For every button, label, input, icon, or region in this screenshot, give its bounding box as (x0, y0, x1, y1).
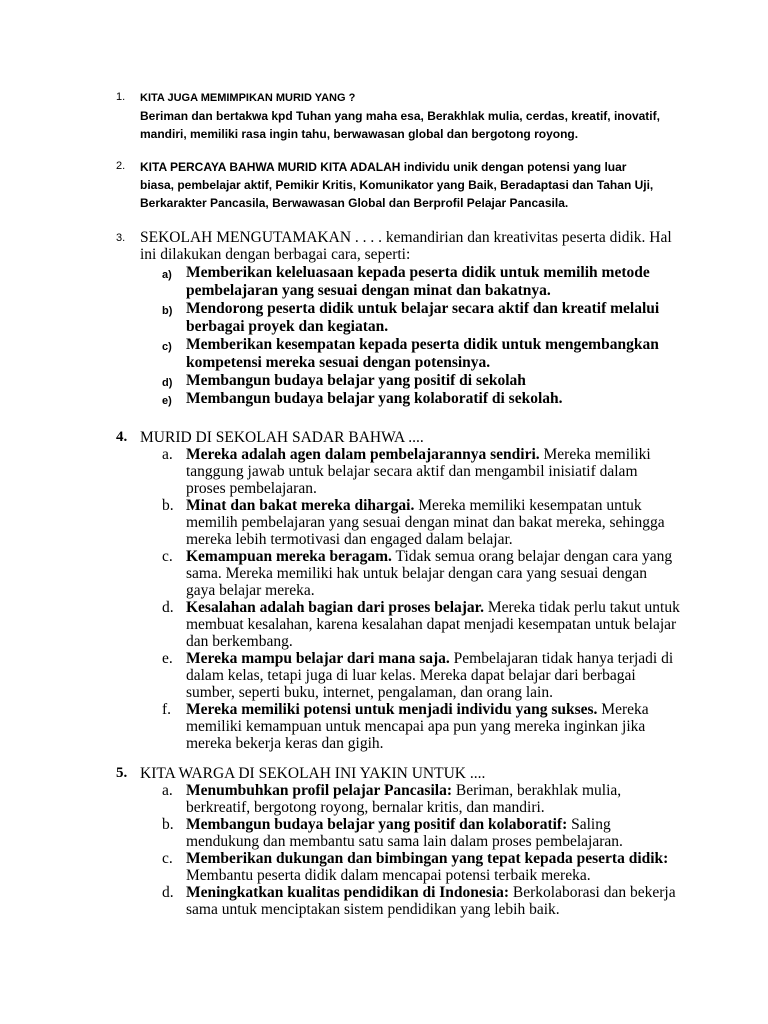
list-marker: b. (162, 816, 174, 833)
list-item-text: Membantu peserta didik dalam mencapai potensi terbaik mereka. (186, 867, 591, 884)
section-1-heading: KITA JUGA MEMIMPIKAN MURID YANG ? (140, 92, 356, 104)
list-item (140, 884, 680, 918)
section-5-heading: KITA WARGA DI SEKOLAH INI YAKIN UNTUK .... (140, 765, 486, 782)
section-5-list (140, 782, 680, 918)
list-item-text: Mendorong peserta didik untuk belajar secara aktif dan kreatif melalui berbagai proyek dan kegiatan. (186, 300, 660, 335)
list-item-lead: Memberikan dukungan dan bimbingan yang tepat kepada peserta didik: (186, 850, 669, 867)
list-item-text: Membangun budaya belajar yang positif di sekolah (186, 372, 526, 389)
list-item (140, 372, 680, 390)
list-item (140, 782, 680, 816)
list-marker: a. (162, 782, 173, 799)
list-item (140, 599, 680, 650)
list-item (140, 264, 680, 300)
list-item (140, 497, 680, 548)
list-item-text: Tidak semua orang belajar dengan cara yang sama. Mereka memiliki hak untuk belajar dengan cara yang sesuai dengan gaya belajar mereka. (186, 548, 673, 599)
list-marker: b) (162, 305, 173, 317)
list-marker: a. (162, 446, 173, 463)
section-3-number: 3. (116, 232, 126, 244)
list-item-lead: Menumbuhkan profil pelajar Pancasila: (186, 782, 452, 799)
list-item (140, 548, 680, 599)
list-marker: c. (162, 548, 173, 565)
list-item-text: Mereka memiliki kemampuan untuk mencapai apa pun yang mereka inginkan jika mereka bekerja keras dan gigih. (186, 701, 649, 752)
list-item-text: Berkolaborasi dan bekerja sama untuk menciptakan sistem pendidikan yang lebih baik. (186, 884, 676, 918)
section-1-number: 1. (116, 91, 126, 103)
list-item-lead: Mereka memiliki potensi untuk menjadi individu yang sukses. (186, 701, 598, 718)
section-4-number: 4. (116, 429, 128, 445)
section-3-heading: SEKOLAH MENGUTAMAKAN . . . . (140, 229, 383, 246)
list-item-lead: Kemampuan mereka beragam. (186, 548, 392, 565)
list-item-text: Mereka tidak perlu takut untuk membuat kesalahan, karena kesalahan dapat menjadi kesempatan untuk belajar dan berkembang. (186, 599, 680, 650)
section-3-list (140, 264, 680, 408)
list-marker: c) (162, 341, 172, 353)
list-item-lead: Mereka adalah agen dalam pembelajarannya sendiri. (186, 446, 540, 463)
section-2-body: KITA PERCAYA BAHWA MURID KITA ADALAH individu unik dengan potensi yang luar biasa, pembelajar aktif, Pemikir Kritis, Komunikator yang Baik, Beradaptasi dan Tahan Uji, Berkarakter Pancasila, Berwawasan Global dan Berprofil Pelajar Pancasila. (140, 160, 654, 210)
list-item (140, 701, 680, 752)
section-1-body: Beriman dan bertakwa kpd Tuhan yang maha esa, Berakhlak mulia, cerdas, kreatif, inovatif, mandiri, memiliki rasa ingin tahu, berwawasan global dan bergotong royong. (140, 109, 660, 141)
list-item-text: Membangun budaya belajar yang kolaboratif di sekolah. (186, 390, 563, 407)
list-marker: a) (162, 269, 172, 281)
section-2-number: 2. (116, 160, 126, 172)
list-marker: e) (162, 395, 172, 407)
list-item (140, 850, 680, 884)
section-3-intro: kemandirian dan kreativitas peserta didik. Hal ini dilakukan dengan berbagai cara, seperti: (140, 229, 672, 263)
list-item-text: Memberikan keleluasaan kepada peserta didik untuk memilih metode pembelajaran yang sesuai dengan minat dan bakatnya. (186, 264, 650, 299)
list-item-text: Saling mendukung dan membantu satu sama lain dalam proses pembelajaran. (186, 816, 623, 850)
list-item-lead: Kesalahan adalah bagian dari proses belajar. (186, 599, 485, 616)
section-4-heading: MURID DI SEKOLAH SADAR BAHWA .... (140, 429, 424, 446)
list-marker: b. (162, 497, 174, 514)
section-4-list (140, 446, 680, 752)
list-marker: d. (162, 884, 174, 901)
list-item-text: Beriman, berakhlak mulia, berkreatif, bergotong royong, bernalar kritis, dan mandiri. (186, 782, 622, 816)
list-item (140, 816, 680, 850)
list-item-text: Pembelajaran tidak hanya terjadi di dalam kelas, tetapi juga di luar kelas. Mereka dapat belajar dari berbagai sumber, seperti buku, internet, pengalaman, dan orang lain. (186, 650, 674, 701)
list-item-lead: Meningkatkan kualitas pendidikan di Indonesia: (186, 884, 510, 901)
list-marker: c. (162, 850, 173, 867)
list-item-lead: Mereka mampu belajar dari mana saja. (186, 650, 450, 667)
list-item (140, 300, 680, 336)
list-item-text: Mereka memiliki tanggung jawab untuk belajar secara aktif dan mengambil inisiatif dalam proses pembelajaran. (186, 446, 651, 497)
list-marker: e. (162, 650, 173, 667)
list-item-text: Memberikan kesempatan kepada peserta didik untuk mengembangkan kompetensi mereka sesuai dengan potensinya. (186, 336, 659, 371)
list-item (140, 390, 680, 408)
list-item (140, 650, 680, 701)
section-5-number: 5. (116, 765, 128, 781)
list-item-lead: Minat dan bakat mereka dihargai. (186, 497, 415, 514)
list-marker: d) (162, 377, 173, 389)
list-item-text: Mereka memiliki kesempatan untuk memilih pembelajaran yang sesuai dengan minat dan bakat mereka, sehingga mereka lebih termotivasi dan engaged dalam belajar. (186, 497, 665, 548)
list-item (140, 446, 680, 497)
list-marker: f. (162, 701, 172, 718)
list-marker: d. (162, 599, 174, 616)
list-item-lead: Membangun budaya belajar yang positif dan kolaboratif: (186, 816, 568, 833)
list-item (140, 336, 680, 372)
